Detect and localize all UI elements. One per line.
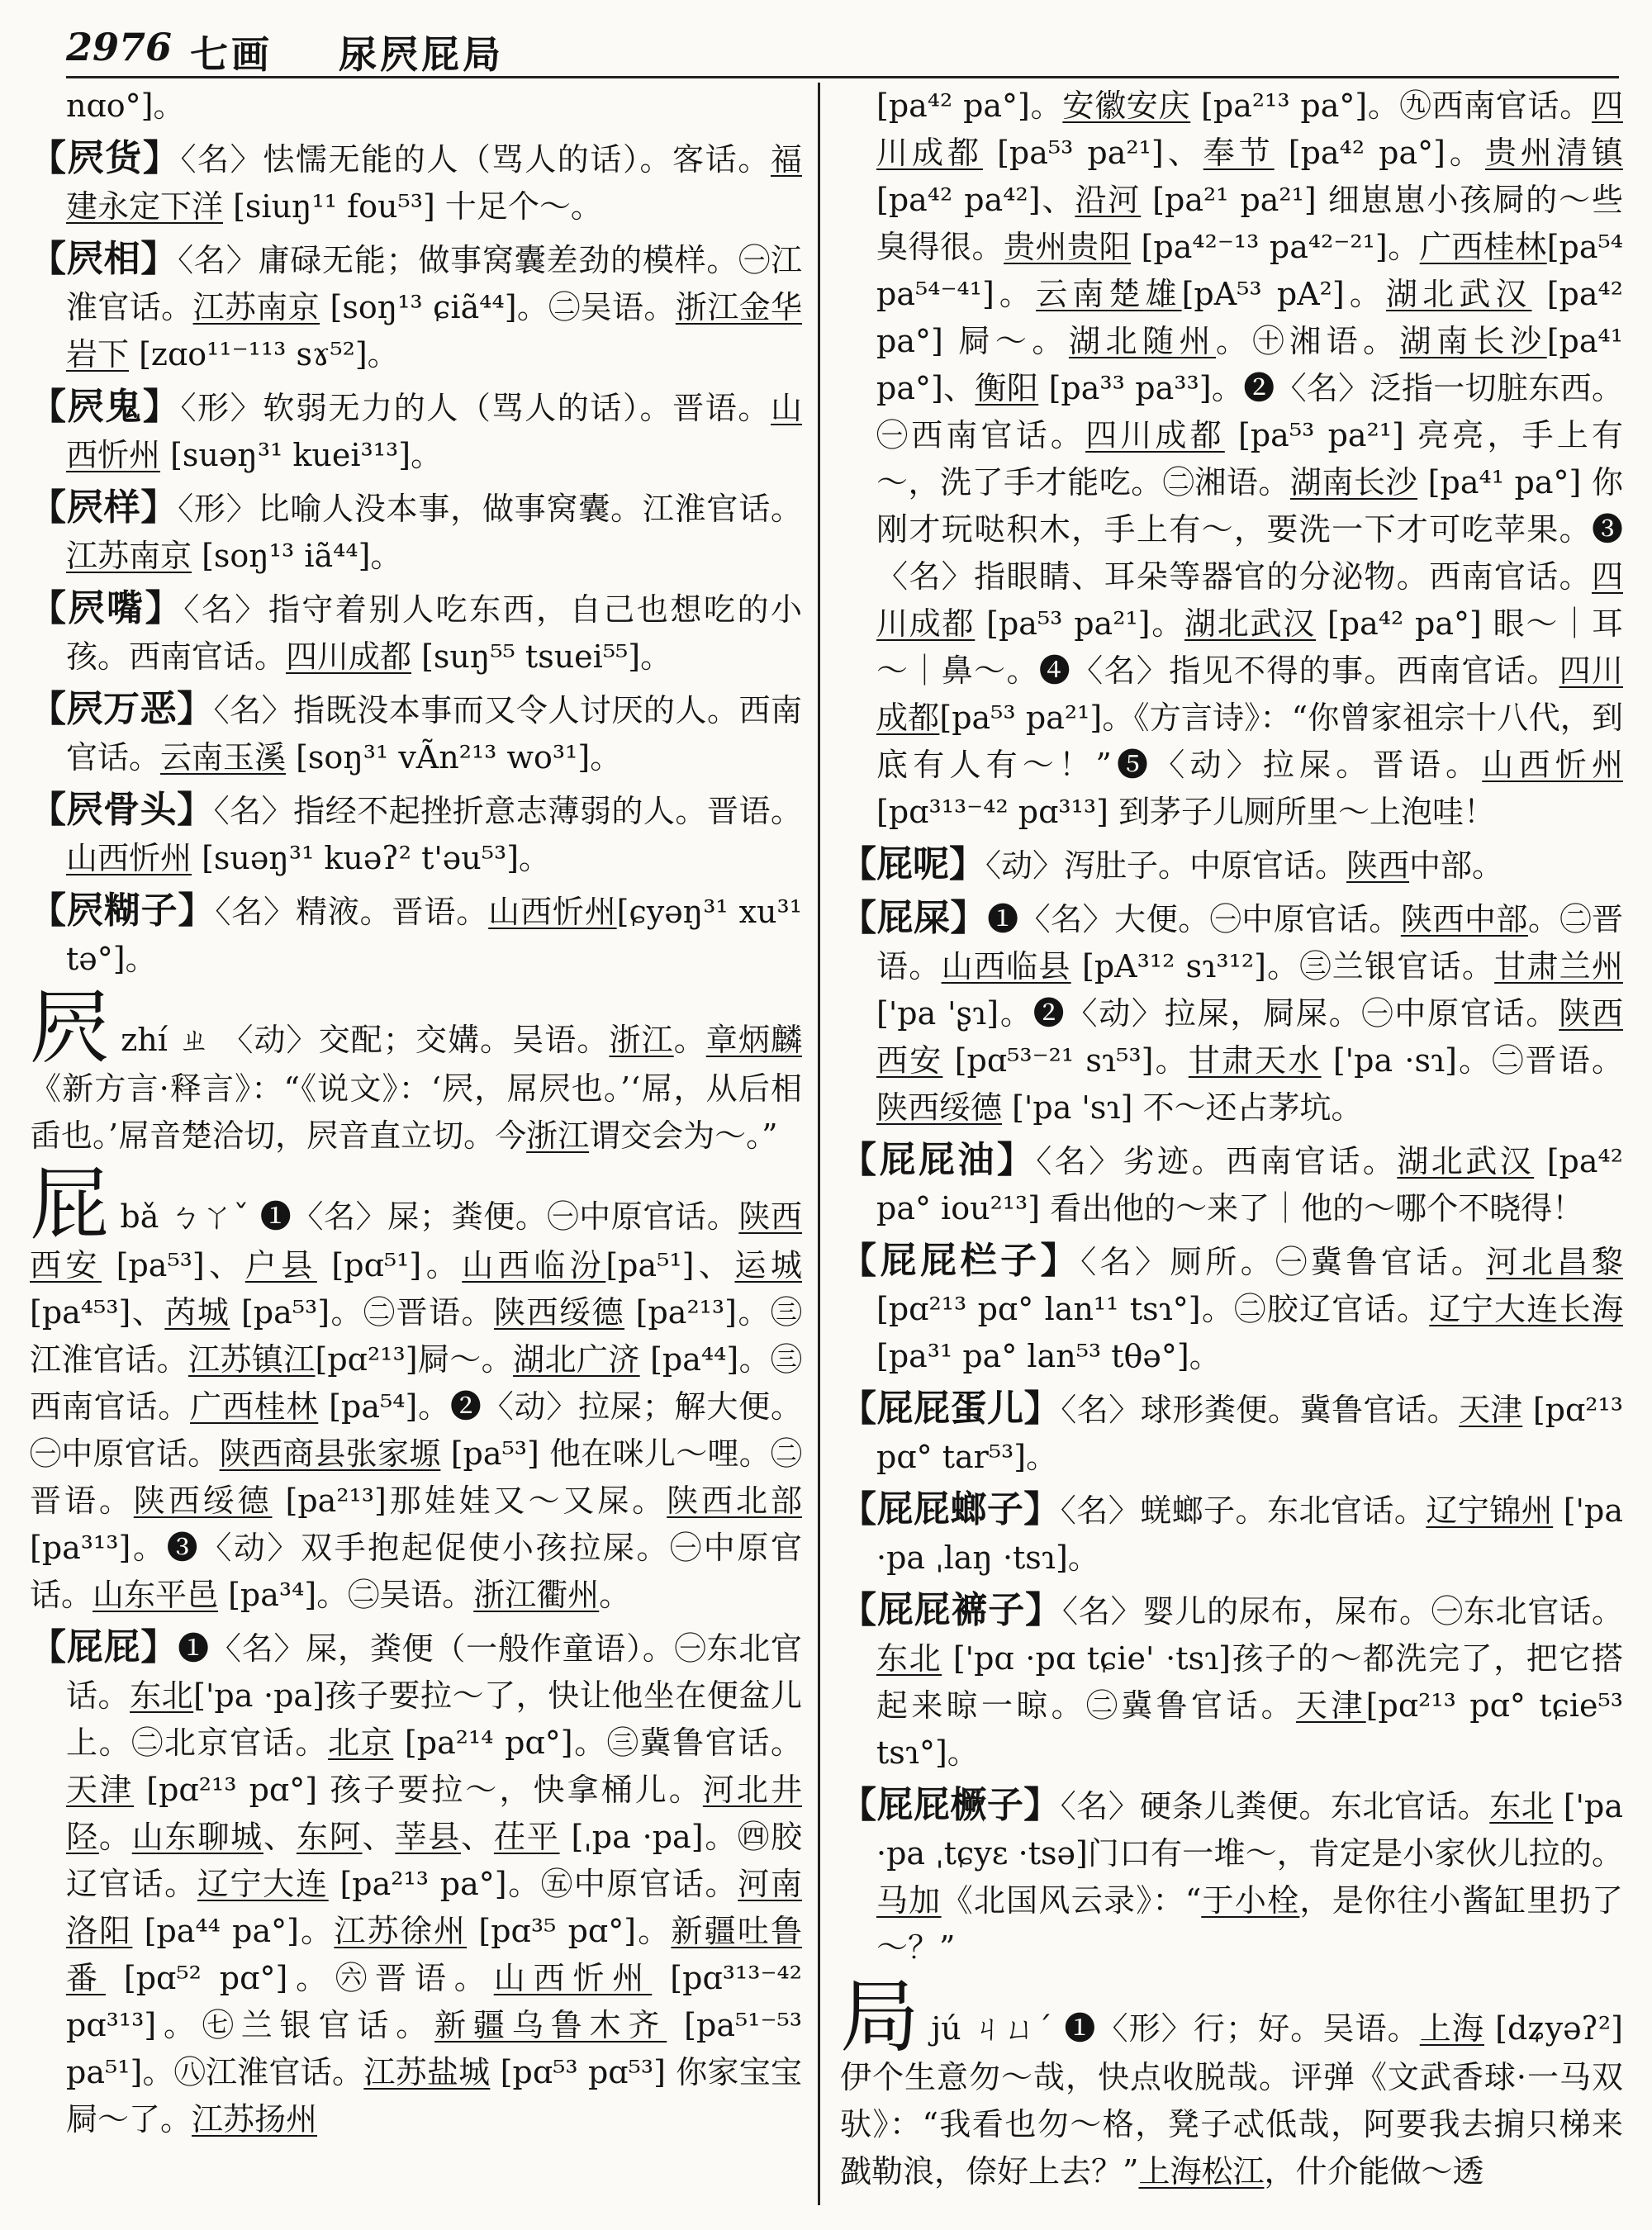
entry-lemma: 【屄样】 xyxy=(30,486,178,529)
place-name: 山西忻州 xyxy=(66,840,192,876)
place-name: 东阿 xyxy=(296,1819,363,1855)
section-title: 七画 xyxy=(190,32,273,77)
definition-text: 〈名〉指既没本事而又令人讨厌的人。西南官话。 xyxy=(66,692,802,776)
place-name: 莘县 xyxy=(395,1819,462,1855)
place-name: 湖南长沙 xyxy=(1399,323,1547,359)
place-name: 广西桂林 xyxy=(190,1388,319,1425)
entry-lemma: 【屄鬼】 xyxy=(30,386,181,428)
definition-text: [pa⁴⁴]。㊂西南官话。 xyxy=(30,1341,802,1425)
place-name: 北京 xyxy=(327,1725,394,1761)
dictionary-entry xyxy=(840,1587,1623,1777)
place-name: 山西临县 xyxy=(941,948,1071,985)
definition-text: [ˌpa ·pa]。㊃胶辽官话。 xyxy=(66,1819,802,1902)
entry-lemma: 【屁屁油】 xyxy=(840,1139,1037,1181)
entry-lemma: 【屄糊子】 xyxy=(30,890,216,932)
definition-text: 〈名〉庸碌无能；做事窝囊差劲的模样。㊀江淮官话。 xyxy=(66,242,802,325)
definition-text: [zɑo¹¹⁻¹¹³ sɤ⁵²]。 xyxy=(129,336,399,372)
place-name: 湖南长沙 xyxy=(1289,464,1418,501)
definition-text: [suəŋ³¹ kuəʔ² t'əu⁵³]。 xyxy=(192,840,551,876)
place-name: 沿河 xyxy=(1075,182,1142,218)
place-name: 衡阳 xyxy=(975,370,1039,406)
place-name: 辽宁大连 xyxy=(197,1866,329,1902)
place-name: 湖北武汉 xyxy=(1397,1143,1535,1179)
dictionary-entry xyxy=(840,1486,1623,1582)
place-name: 江苏南京 xyxy=(66,538,192,574)
dictionary-entry xyxy=(30,383,802,479)
definition-text: [pA⁵³ pA²]。 xyxy=(1181,276,1386,312)
entry-lemma: 【屁屁栏子】 xyxy=(840,1240,1081,1282)
definition-text: [pa³⁴]。㊁吴语。 xyxy=(218,1577,474,1613)
definition-text: ['pa ·sɿ]。㊁晋语。 xyxy=(1321,1042,1623,1079)
definition-text: [pa⁵³]、 xyxy=(102,1247,245,1283)
dictionary-entry xyxy=(30,235,802,378)
headword-entry xyxy=(30,982,802,1160)
definition-text: [soŋ³¹ vÃn²¹³ wo³¹]。 xyxy=(286,739,622,776)
definition-text: 〈名〉球形粪便。冀鲁官话。 xyxy=(1061,1392,1460,1428)
definition-text: [pɑ⁵³⁻²¹ sɿ⁵³]。 xyxy=(942,1042,1189,1079)
definition-text: [pa²¹⁴ pɑ°]。㊂冀鲁官话。 xyxy=(393,1725,802,1761)
place-name: 河北井陉 xyxy=(66,1772,802,1855)
definition-text: ['pa 'sɿ] 不～还占茅坑。 xyxy=(1002,1089,1363,1126)
definition-text: [pɑ²¹³ pɑ°] 孩子要拉～，快拿桶儿。 xyxy=(134,1772,703,1808)
headword-entry xyxy=(840,1971,1623,2195)
dictionary-entry xyxy=(30,786,802,882)
definition-text: [pa⁴² pa°] 眼～｜耳～｜鼻～。❹〈名〉指见不得的事。西南官话。 xyxy=(876,605,1623,689)
definition-text: ❶〈名〉大便。㊀中原官话。 xyxy=(987,901,1401,937)
dictionary-entry xyxy=(30,135,802,230)
definition-text: 。㊉湘语。 xyxy=(1216,323,1400,359)
entry-lemma: 【屄骨头】 xyxy=(30,789,214,831)
dictionary-entry xyxy=(840,841,1623,890)
headword-entry xyxy=(30,1159,802,1619)
entry-lemma: 【屁屎】 xyxy=(840,897,988,939)
place-name: 东北 xyxy=(876,1640,942,1677)
place-name: 山西忻州 xyxy=(488,894,617,930)
headword: 屄 xyxy=(30,982,111,1075)
place-name: 于小栓 xyxy=(1201,1882,1300,1919)
place-name: 湖北武汉 xyxy=(1385,276,1532,312)
entry-lemma: 【屁屁螂子】 xyxy=(840,1488,1061,1530)
definition-text: bǎ ㄅㄚˇ ❶〈名〉屎；粪便。㊀中原官话。 xyxy=(109,1198,739,1235)
definition-text: [pɑ⁵³ pɑ⁵³] 你家宝宝屙～了。 xyxy=(66,2054,802,2137)
definition-text: ❶〈名〉屎，粪便（一般作童语）。㊀东北官话。 xyxy=(66,1630,802,1714)
definition-text: [pa⁵⁴ pa⁵⁴⁻⁴¹]。 xyxy=(876,229,1623,312)
place-name: 四川成都 xyxy=(1085,417,1225,453)
place-name: 四川成都 xyxy=(876,88,1623,171)
definition-text: [pa⁵³ pa²¹]。 xyxy=(975,605,1185,642)
definition-text: [suŋ⁵⁵ tsuei⁵⁵]。 xyxy=(411,638,672,675)
definition-text: 〈名〉怯懦无能的人（骂人的话）。客话。 xyxy=(180,141,771,178)
column-divider xyxy=(818,83,820,2205)
place-name: 辽宁大连长海 xyxy=(1429,1291,1623,1327)
definition-text: [pa⁴² pa° iou²¹³] 看出他的～来了｜他的～哪个不晓得！ xyxy=(876,1143,1623,1226)
entry-lemma: 【屄万恶】 xyxy=(30,688,214,730)
definition-text: ['pa ·pa ˌtɕyɛ ·tsə]门口有一堆～，肯定是小家伙儿拉的。 xyxy=(876,1788,1623,1872)
place-name: 浙江衢州 xyxy=(473,1577,600,1613)
place-name: 江苏镇江 xyxy=(188,1341,316,1378)
definition-text: [pa⁵¹]、 xyxy=(605,1247,735,1283)
definition-text: [ɕyəŋ³¹ xu³¹ tə°]。 xyxy=(66,894,802,977)
place-name: 辽宁锦州 xyxy=(1426,1492,1554,1529)
page-header xyxy=(66,18,1619,78)
definition-text: [siuŋ¹¹ fou⁵³] 十足个～。 xyxy=(223,188,602,225)
dictionary-entry xyxy=(30,585,802,681)
definition-text: [pa⁴¹ pa°] 你刚才玩哒积木，手上有～，要洗一下才可吃苹果。❸〈名〉指眼睛、耳朵等器官的分泌物。西南官话。 xyxy=(876,464,1623,595)
definition-text: 〈形〉软弱无力的人（骂人的话）。晋语。 xyxy=(180,390,771,426)
definition-text: 。 xyxy=(599,1577,631,1613)
place-name: 四川成都 xyxy=(876,652,1623,736)
headword: 局 xyxy=(840,1971,921,2063)
dictionary-entry xyxy=(30,484,802,580)
place-name: 天津 xyxy=(66,1772,135,1808)
entry-lemma: 【屄货】 xyxy=(30,137,181,179)
place-name: 湖北广济 xyxy=(513,1341,640,1378)
definition-text: [pa⁴⁴ pa°]。 xyxy=(132,1913,335,1949)
place-name: 陕西北部 xyxy=(667,1483,802,1519)
definition-text: [pɑ³¹³⁻⁴² pɑ³¹³]。㊆兰银官话。 xyxy=(66,1960,802,2043)
definition-text: 〈形〉比喻人没本事，做事窝囊。江淮官话。 xyxy=(178,491,802,527)
definition-text: 〈名〉精液。晋语。 xyxy=(215,894,489,930)
definition-text: [pa⁵³ pa²¹] 亮亮，手上有～，洗了手才能吃。㊁湘语。 xyxy=(876,417,1623,501)
definition-text: [pA³¹² sɿ³¹²]。㊂兰银官话。 xyxy=(1070,948,1495,985)
place-name: 福建永定下洋 xyxy=(66,141,802,225)
definition-text: [pɑ²¹³ pɑ° lan¹¹ tsɿ°]。㊁胶辽官话。 xyxy=(876,1291,1430,1327)
definition-text: [pa⁴² pa⁴²]、 xyxy=(876,182,1075,218)
definition-text: [pa²¹³ pa°]。㊈西南官话。 xyxy=(1190,88,1592,124)
place-name: 江苏扬州 xyxy=(192,2101,318,2137)
definition-text: 〈名〉指经不起挫折意志薄弱的人。晋语。 xyxy=(213,793,802,829)
definition-text: [soŋ¹³ ɕiã⁴⁴]。㊁吴语。 xyxy=(320,289,676,325)
definition-text: [pɑ³¹³⁻⁴² pɑ³¹³] 到茅子儿厕所里～上泡哇！ xyxy=(876,794,1496,830)
dictionary-entry xyxy=(840,1136,1623,1232)
place-name: 马加 xyxy=(876,1882,942,1919)
definition-text: 中部。 xyxy=(1409,847,1504,884)
place-name: 上海松江 xyxy=(1138,2153,1265,2190)
place-name: 湖北武汉 xyxy=(1184,605,1317,642)
definition-text: [pa⁵³]。㊁晋语。 xyxy=(230,1294,495,1331)
place-name: 陕西 xyxy=(1346,847,1410,884)
definition-text: [pɑ²¹³ pɑ° tar⁵³]。 xyxy=(876,1392,1623,1475)
place-name: 芮城 xyxy=(164,1294,230,1331)
definition-text: 谓交会为～。” xyxy=(589,1117,778,1154)
place-name: 河北昌黎 xyxy=(1486,1244,1623,1280)
place-name: 陕西西安 xyxy=(876,995,1623,1079)
headword: 屁 xyxy=(30,1159,110,1251)
place-name: 陕西绥德 xyxy=(133,1483,273,1519)
place-name: 江苏盐城 xyxy=(363,2054,491,2090)
definition-text: 〈名〉婴儿的尿布，屎布。㊀东北官话。 xyxy=(1061,1593,1623,1630)
dictionary-entry xyxy=(30,686,802,781)
definition-text: zhí ㄓ 〈动〉交配；交媾。吴语。 xyxy=(110,1022,610,1058)
definition-text: 〈名〉劣迹。西南官话。 xyxy=(1036,1143,1398,1179)
definition-text: [dʑyəʔ²] 伊个生意勿～哉，快点收脱哉。评弹《文武香球·一马双驮》：“我看也勿～格，凳子忒低哉，阿要我去掮只梯来戤勒浪，倷好上去？” xyxy=(840,2010,1623,2190)
definition-text: [pɑ³⁵ pɑ°]。 xyxy=(467,1913,672,1949)
place-name: 湖北随州 xyxy=(1068,323,1217,359)
dictionary-entry xyxy=(840,1237,1623,1380)
definition-text: 〈名〉厕所。㊀冀鲁官话。 xyxy=(1080,1244,1487,1280)
definition-text: jú ㄐㄩˊ ❶〈形〉行；好。吴语。 xyxy=(920,2010,1420,2047)
place-name: 章炳麟 xyxy=(705,1022,802,1058)
left-column xyxy=(30,83,802,2197)
entry-lemma: 【屁屁蛋儿】 xyxy=(840,1388,1061,1430)
definition-text: [pɑ⁵¹]。 xyxy=(316,1247,463,1283)
definition-text: [pa²¹³]。㊂江淮官话。 xyxy=(30,1294,802,1378)
place-name: 山东平邑 xyxy=(93,1577,219,1613)
definition-text: [pa³³ pa³³]。❷〈名〉泛指一切脏东西。㊀西南官话。 xyxy=(876,370,1623,453)
dictionary-entry xyxy=(30,1624,802,2143)
definition-text: [pa⁵⁴]。❷〈动〉拉屎；解大便。㊀中原官话。 xyxy=(30,1388,802,1472)
place-name: 陕西中部 xyxy=(1400,901,1528,937)
definition-text: [pa⁴² pa°]。 xyxy=(876,88,1063,124)
definition-text: [pa⁴²⁻¹³ pa⁴²⁻²¹]。 xyxy=(1130,229,1420,265)
right-column xyxy=(840,83,1623,2197)
place-name: 甘肃天水 xyxy=(1188,1042,1322,1079)
definition-text: [pa⁴² pa°]。 xyxy=(1274,135,1485,171)
definition-text: 、 xyxy=(362,1819,396,1855)
entry-lemma: 【屁屁】 xyxy=(30,1626,178,1668)
place-name: 上海 xyxy=(1419,2010,1484,2047)
entry-lemma: 【屁屁橛子】 xyxy=(840,1784,1061,1826)
entry-lemma: 【屁屁褯子】 xyxy=(840,1589,1062,1631)
place-name: 茌平 xyxy=(493,1819,560,1855)
definition-text: ['pa ·pa ˌlaŋ ·tsɿ]。 xyxy=(876,1492,1623,1576)
definition-text: [pa²¹ pa²¹] 细崽崽小孩屙的～些臭得很。 xyxy=(876,182,1623,265)
definition-text: ，是你往小酱缸里扔了～？” xyxy=(876,1882,1623,1966)
definition-text: [pa⁴² pa°] 屙～。 xyxy=(876,276,1623,359)
definition-text: 〈名〉蜣螂子。东北官话。 xyxy=(1060,1492,1427,1529)
definition-text: 《北国风云录》：“ xyxy=(941,1882,1202,1919)
place-name: 江苏徐州 xyxy=(334,1913,468,1949)
definition-text: [pa³¹ pa° lan⁵³ tθə°]。 xyxy=(876,1338,1221,1374)
entry-lemma: 【屁呢】 xyxy=(840,843,985,885)
place-name: 广西桂林 xyxy=(1419,229,1547,265)
place-name: 天津 xyxy=(1459,1392,1523,1428)
place-name: 陕西绥德 xyxy=(494,1294,625,1331)
place-name: 云南玉溪 xyxy=(160,739,287,776)
entry-lemma: 【屄嘴】 xyxy=(30,587,184,629)
place-name: 陕西西安 xyxy=(30,1198,802,1283)
place-name: 江苏南京 xyxy=(192,289,320,325)
place-name: 甘肃兰州 xyxy=(1494,948,1623,985)
definition-text: 〈名〉指守着别人吃东西，自己也想吃的小孩。西南官话。 xyxy=(66,591,802,675)
place-name: 河南洛阳 xyxy=(66,1866,802,1949)
definition-text: [soŋ¹³ iã⁴⁴]。 xyxy=(192,538,402,574)
place-name: 新疆乌鲁木齐 xyxy=(434,2007,667,2043)
place-name: 贵州清镇 xyxy=(1484,135,1623,171)
definition-text: [pa⁵³ pa²¹]。《方言诗》：“你曾家祖宗十八代，到底有人有～！”❺〈动〉拉屎。晋语。 xyxy=(876,700,1623,783)
place-name: 陕西商县张家塬 xyxy=(219,1435,441,1472)
place-name: 贵州贵阳 xyxy=(1003,229,1131,265)
running-head-characters: 尿屄屁局 xyxy=(339,32,504,77)
dictionary-entry xyxy=(30,887,802,983)
place-name: 四川成都 xyxy=(286,638,412,675)
dictionary-entry xyxy=(840,1782,1623,1971)
definition-text: ['pa 'ʂɿ]。❷〈动〉拉屎，屙屎。㊀中原官话。 xyxy=(876,995,1559,1032)
definition-text: 、 xyxy=(263,1819,297,1855)
definition-text: [pa⁴⁵³]、 xyxy=(30,1294,165,1331)
definition-text: nɑo°]。 xyxy=(66,88,185,124)
place-name: 天津 xyxy=(1296,1687,1366,1724)
definition-text: [pa⁵³ pa²¹]、 xyxy=(983,135,1203,171)
place-name: 户县 xyxy=(244,1247,317,1283)
place-name: 云南楚雄 xyxy=(1036,276,1182,312)
definition-text: [pɑ⁵² pɑ°]。㊅晋语。 xyxy=(105,1960,494,1996)
place-name: 浙江 xyxy=(609,1022,674,1058)
definition-text: [pa⁵¹⁻⁵³ pa⁵¹]。㊇江淮官话。 xyxy=(66,2007,802,2090)
definition-text: [pa²¹³]那娃娃又～又屎。 xyxy=(272,1483,667,1519)
entry-continuation xyxy=(840,83,1623,836)
place-name: 东北 xyxy=(130,1677,194,1714)
definition-text: 〈动〉泻肚子。中原官话。 xyxy=(985,847,1347,884)
entry-lemma: 【屄相】 xyxy=(30,238,178,280)
definition-text: [pa²¹³ pa°]。㊄中原官话。 xyxy=(328,1866,738,1902)
definition-text: 。 xyxy=(98,1819,132,1855)
definition-text: [pa⁴¹ pa°]、 xyxy=(876,323,1623,406)
place-name: 山西忻州 xyxy=(66,390,802,473)
place-name: 东北 xyxy=(1489,1788,1554,1824)
definition-text: 。 xyxy=(673,1022,706,1058)
dictionary-entry xyxy=(840,894,1623,1132)
place-name: 安徽安庆 xyxy=(1062,88,1191,124)
place-name: 浙江金华岩下 xyxy=(66,289,802,372)
place-name: 奉节 xyxy=(1203,135,1275,171)
place-name: 新疆吐鲁番 xyxy=(66,1913,802,1996)
definition-text: [suəŋ³¹ kuei³¹³]。 xyxy=(160,437,443,473)
place-name: 山东聊城 xyxy=(131,1819,264,1855)
definition-text: ['pa ·pa]孩子要拉～了，快让他坐在便盆儿上。㊁北京官话。 xyxy=(66,1677,802,1761)
place-name: 四川成都 xyxy=(876,558,1623,642)
definition-text: 。㊁晋语。 xyxy=(876,901,1623,985)
definition-text: 《新方言·释言》：“《说文》：‘屄，屌屄也。’‘屌，从后相臿也。’屌音楚洽切，屄音直立切。今 xyxy=(30,1070,802,1154)
place-name: 陕西绥德 xyxy=(876,1089,1003,1126)
definition-text: ，什介能做～透 xyxy=(1264,2153,1484,2190)
entry-continuation xyxy=(30,83,802,130)
place-name: 山西忻州 xyxy=(1482,747,1623,783)
definition-text: 、 xyxy=(461,1819,494,1855)
definition-text: [pɑ²¹³]屙～。 xyxy=(315,1341,514,1378)
page-number: 2976 xyxy=(66,25,173,69)
place-name: 浙江 xyxy=(526,1117,590,1154)
definition-text: 〈名〉硬条儿粪便。东北官话。 xyxy=(1060,1788,1490,1824)
place-name: 山西忻州 xyxy=(493,1960,653,1996)
place-name: 运城 xyxy=(734,1247,802,1283)
place-name: 山西临汾 xyxy=(462,1247,606,1283)
dictionary-entry xyxy=(840,1385,1623,1481)
definition-text: [pa⁵³] 他在咪儿～哩。㊁晋语。 xyxy=(30,1435,802,1519)
definition-text: ['pɑ ·pɑ tɕie' ·tsɿ]孩子的～都洗完了，把它搭起来晾一晾。㊁冀鲁官话。 xyxy=(876,1640,1623,1724)
definition-text: [pɑ²¹³ pɑ° tɕie⁵³ tsɿ°]。 xyxy=(876,1687,1623,1771)
definition-text: [pa³¹³]。❸〈动〉双手抱起促使小孩拉屎。㊀中原官话。 xyxy=(30,1530,802,1613)
